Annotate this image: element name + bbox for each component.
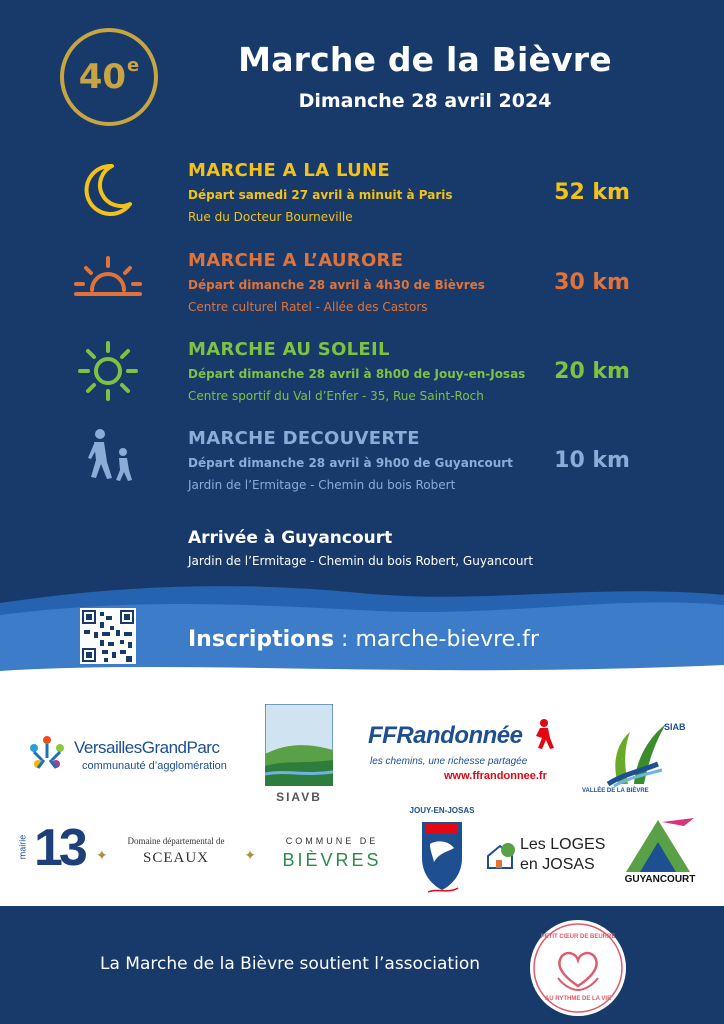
ornament-left-icon: ✦	[96, 848, 108, 864]
sceaux-logo	[96, 836, 256, 876]
walk-departure: Départ samedi 27 avril à minuit à Paris	[188, 188, 453, 202]
loges-line2: en JOSAS	[520, 856, 595, 873]
walk-name: MARCHE A L’AURORE	[188, 250, 404, 271]
arrival-location: Jardin de l’Ermitage - Chemin du bois Robert, Guyancourt	[188, 554, 534, 568]
versailles-logo	[24, 730, 244, 780]
guyancourt-logo	[620, 816, 700, 890]
walk-distance: 20 km	[554, 359, 630, 384]
walk-name: MARCHE DECOUVERTE	[188, 428, 420, 449]
registration-separator: :	[334, 627, 356, 652]
bievres-logo	[268, 836, 396, 876]
badge-number: 40	[78, 57, 127, 97]
sceaux-main: SCEAUX	[142, 850, 209, 866]
partner-logos	[0, 676, 724, 906]
siab-name: SIAB	[664, 722, 686, 732]
bievres-main: BIÈVRES	[282, 850, 382, 870]
jouy-top: JOUY-EN-JOSAS	[409, 806, 475, 815]
event-date: Dimanche 28 avril 2024	[298, 90, 552, 112]
versailles-name: VersaillesGrandParc	[74, 738, 220, 757]
arrival-title: Arrivée à Guyancourt	[188, 528, 393, 548]
siab-subtitle: VALLÉE DE LA BIÈVRE	[582, 788, 649, 794]
anniversary-badge	[60, 28, 158, 126]
guyancourt-mountain-icon	[622, 816, 698, 874]
siavb-logo	[264, 704, 334, 808]
walk-name: MARCHE A LA LUNE	[188, 160, 391, 181]
registration-url[interactable]: marche-bievre.fr	[355, 627, 539, 652]
walk-departure: Départ dimanche 28 avril à 4h30 de Bièvres	[188, 278, 485, 292]
hiker-icon	[528, 718, 556, 754]
ffr-url: www.ffrandonnee.fr	[444, 770, 547, 782]
walkers-icon	[72, 428, 144, 492]
walk-departure: Départ dimanche 28 avril à 8h00 de Jouy-en-Josas	[188, 367, 526, 381]
jouy-crest-icon	[412, 818, 472, 898]
ornament-right-icon: ✦	[244, 848, 256, 864]
jouy-logo	[406, 806, 478, 902]
ffrandonnee-logo	[368, 722, 568, 788]
registration-line	[188, 627, 539, 652]
sceaux-top: Domaine départemental de	[127, 836, 225, 846]
walk-location: Jardin de l’Ermitage - Chemin du bois Robert	[188, 478, 456, 492]
walk-location: Rue du Docteur Bourneville	[188, 210, 353, 224]
house-tree-icon	[484, 838, 518, 872]
walk-row	[0, 339, 724, 419]
walk-location: Centre sportif du Val d’Enfer - 35, Rue Saint-Roch	[188, 389, 484, 403]
qr-code[interactable]	[80, 608, 136, 664]
walk-name: MARCHE AU SOLEIL	[188, 339, 390, 360]
moon-icon	[72, 160, 144, 224]
badge-suffix: e	[127, 54, 140, 76]
siavb-name: SIAVB	[276, 790, 322, 804]
badge-bottom-text: AU RYTHME DE LA VIE	[544, 996, 612, 1002]
walk-departure: Départ dimanche 28 avril à 9h00 de Guyancourt	[188, 456, 513, 470]
bievres-top: COMMUNE DE	[285, 836, 379, 846]
walk-row	[0, 250, 724, 330]
badge-top-text: PETIT CŒUR DE BEURRE	[540, 934, 616, 940]
leaf-river-icon	[578, 714, 678, 788]
loges-logo	[484, 834, 614, 878]
versailles-subtitle: communauté d’agglomération	[82, 760, 227, 772]
ffr-tagline: les chemins, une richesse partagée	[370, 756, 528, 767]
walk-distance: 52 km	[554, 180, 630, 205]
walk-row	[0, 160, 724, 240]
sunrise-icon	[72, 250, 144, 314]
event-title: Marche de la Bièvre	[238, 40, 612, 79]
association-badge	[530, 920, 626, 1016]
ffr-name: FFRandonnée	[368, 722, 523, 749]
mairie-label: mairie	[17, 834, 28, 860]
walk-distance: 30 km	[554, 270, 630, 295]
walk-row	[0, 428, 724, 508]
sun-icon	[72, 339, 144, 403]
footer	[0, 906, 724, 1024]
valley-landscape-icon	[265, 704, 333, 786]
walk-distance: 10 km	[554, 448, 630, 473]
mairie-number: 13	[34, 819, 84, 877]
footer-text: La Marche de la Bièvre soutient l’association	[100, 954, 480, 974]
walk-location: Centre culturel Ratel - Allée des Castors	[188, 300, 428, 314]
guyancourt-name: GUYANCOURT	[624, 874, 696, 885]
people-cluster-icon	[24, 730, 70, 776]
loges-line1: Les LOGES	[520, 836, 606, 853]
registration-label: Inscriptions	[188, 627, 335, 652]
siab-logo	[578, 714, 688, 794]
mairie-13-logo	[17, 819, 94, 878]
